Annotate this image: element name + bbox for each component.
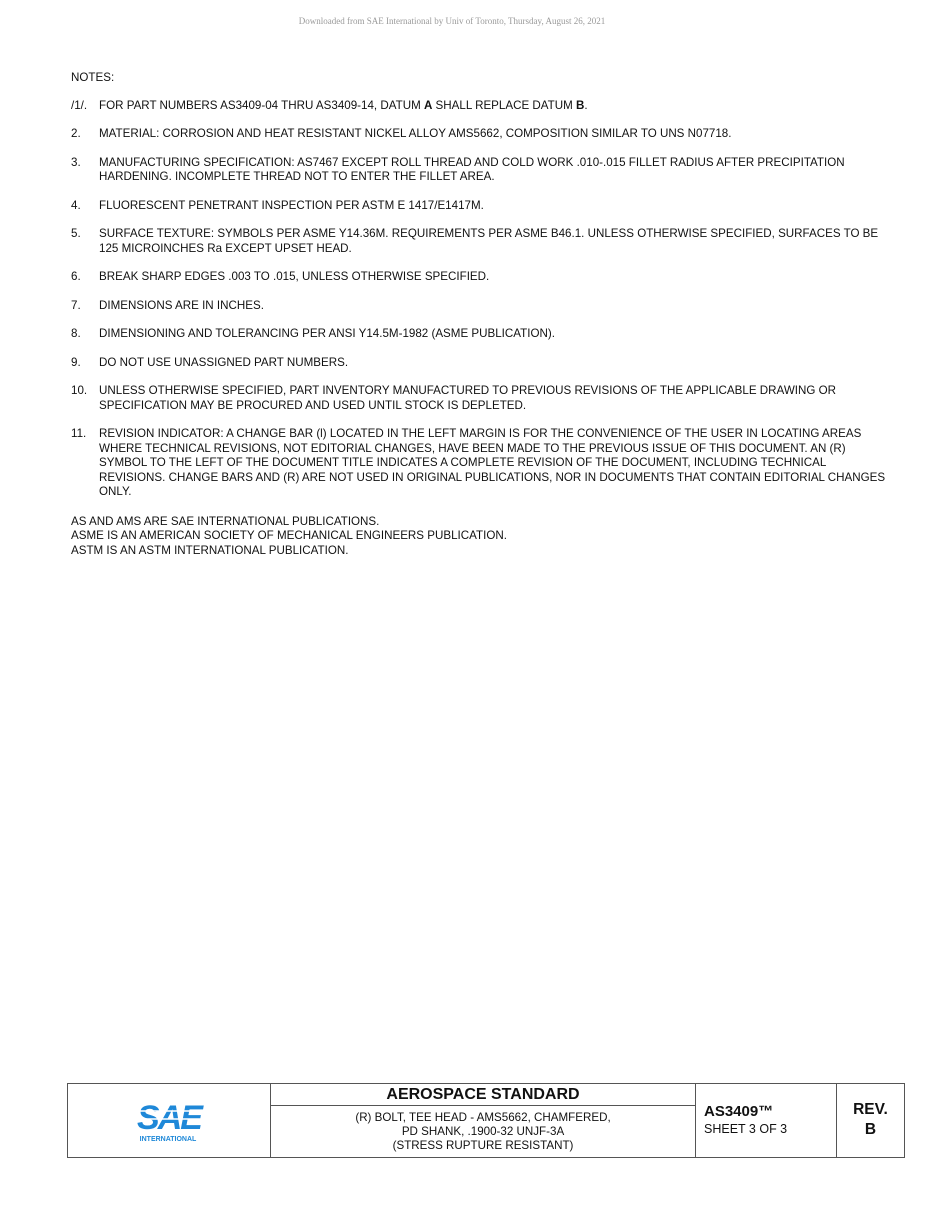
revision-label: REV. bbox=[853, 1101, 888, 1118]
note-item bbox=[71, 384, 886, 413]
title-block bbox=[67, 1083, 905, 1158]
note-number: 4. bbox=[71, 198, 81, 212]
publication-line: ASTM IS AN ASTM INTERNATIONAL PUBLICATION. bbox=[71, 543, 349, 557]
note-number: 8. bbox=[71, 327, 81, 340]
document-cell bbox=[696, 1084, 837, 1157]
publication-notes bbox=[71, 515, 886, 559]
publication-line: AS AND AMS ARE SAE INTERNATIONAL PUBLICATIONS. bbox=[71, 514, 380, 528]
note-text: DIMENSIONING AND TOLERANCING PER ANSI Y14.5M-1982 (ASME PUBLICATION). bbox=[99, 327, 555, 340]
datum-b-label: B bbox=[576, 98, 585, 112]
note-number: 11. bbox=[71, 427, 87, 440]
note-item bbox=[71, 127, 886, 142]
note-item bbox=[71, 227, 886, 256]
note-item bbox=[71, 199, 886, 214]
note-text-part: FOR PART NUMBERS AS3409-04 THRU AS3409-14, DATUM bbox=[99, 98, 424, 112]
note-number: 2. bbox=[71, 127, 81, 140]
note-text: SURFACE TEXTURE: SYMBOLS PER ASME Y14.36M. REQUIREMENTS PER ASME B46.1. UNLESS OTHERWISE SPECIFIED, SURFACES TO BE 125 MICROINCHES Ra EXCEPT UPSET HEAD. bbox=[99, 227, 879, 255]
note-text: FLUORESCENT PENETRANT INSPECTION PER ASTM E 1417/E1417M. bbox=[99, 198, 484, 212]
note-number: 5. bbox=[71, 227, 81, 240]
note-item bbox=[71, 270, 886, 285]
notes-section bbox=[71, 71, 886, 558]
note-text-part: . bbox=[584, 98, 588, 112]
revision-value: B bbox=[864, 1121, 877, 1138]
note-text: DO NOT USE UNASSIGNED PART NUMBERS. bbox=[99, 355, 349, 369]
publication-line: ASME IS AN AMERICAN SOCIETY OF MECHANICAL ENGINEERS PUBLICATION. bbox=[71, 529, 507, 542]
note-text: MATERIAL: CORROSION AND HEAT RESISTANT NICKEL ALLOY AMS5662, COMPOSITION SIMILAR TO UNS N07718. bbox=[99, 127, 732, 140]
note-number: 6. bbox=[71, 270, 81, 283]
description-line: PD SHANK, .1900-32 UNJF-3A bbox=[401, 1125, 565, 1138]
document-number: AS3409™ bbox=[704, 1103, 774, 1120]
title-cell bbox=[271, 1084, 696, 1157]
note-text: REVISION INDICATOR: A CHANGE BAR (l) LOCATED IN THE LEFT MARGIN IS FOR THE CONVENIENCE OF THE USER IN LOCATING AREAS WHERE TECHNICAL REVISIONS, NOT EDITORIAL CHANGES, HAVE BEEN MADE TO THE PREVIOUS ISSUE OF THIS DOCUMENT. AN (R) SYMBOL TO THE LEFT OF THE DOCUMENT TITLE INDICATES A COMPLETE REVISION OF THE DOCUMENT, INCLUDING TECHNICAL REVISIONS. CHANGE BARS AND (R) ARE NOT USED IN ORIGINAL PUBLICATIONS, NOR IN DOCUMENTS THAT CONTAIN EDITORIAL CHANGES ONLY. bbox=[99, 427, 886, 498]
sae-logo bbox=[134, 1099, 204, 1143]
note-item bbox=[71, 356, 886, 371]
note-text: BREAK SHARP EDGES .003 TO .015, UNLESS OTHERWISE SPECIFIED. bbox=[99, 270, 490, 283]
description-line: (STRESS RUPTURE RESISTANT) bbox=[392, 1139, 574, 1152]
logo-subtext: INTERNATIONAL bbox=[139, 1135, 197, 1143]
note-text: DIMENSIONS ARE IN INCHES. bbox=[99, 298, 264, 312]
note-item bbox=[71, 327, 886, 342]
notes-heading: NOTES: bbox=[71, 71, 115, 84]
note-item bbox=[71, 99, 886, 114]
datum-a-label: A bbox=[423, 98, 433, 112]
download-watermark: Downloaded from SAE International by Univ of Toronto, Thursday, August 26, 2021 bbox=[298, 16, 606, 26]
part-description bbox=[271, 1106, 695, 1157]
note-text: UNLESS OTHERWISE SPECIFIED, PART INVENTORY MANUFACTURED TO PREVIOUS REVISIONS OF THE APPLICABLE DRAWING OR SPECIFICATION MAY BE PROCURED AND USED UNTIL STOCK IS DEPLETED. bbox=[99, 384, 837, 412]
note-text: MANUFACTURING SPECIFICATION: AS7467 EXCEPT ROLL THREAD AND COLD WORK .010-.015 FILLET RADIUS AFTER PRECIPITATION HARDENING. INCOMPLETE THREAD NOT TO ENTER THE FILLET AREA. bbox=[99, 155, 845, 183]
note-number: 10. bbox=[71, 384, 88, 397]
logo-cell bbox=[68, 1084, 271, 1157]
note-number: 3. bbox=[71, 155, 81, 169]
note-text bbox=[99, 99, 886, 114]
note-item bbox=[71, 156, 886, 185]
standard-heading: AEROSPACE STANDARD bbox=[271, 1084, 695, 1106]
revision-cell bbox=[837, 1084, 904, 1157]
sheet-number: SHEET 3 OF 3 bbox=[704, 1122, 788, 1136]
note-item bbox=[71, 299, 886, 314]
note-item bbox=[71, 427, 886, 500]
logo-mark-text: SAE bbox=[137, 1098, 201, 1137]
description-line: (R) BOLT, TEE HEAD - AMS5662, CHAMFERED, bbox=[355, 1111, 611, 1124]
note-number: /1/. bbox=[71, 98, 88, 112]
note-text-part: SHALL REPLACE DATUM bbox=[432, 98, 576, 112]
note-number: 9. bbox=[71, 355, 81, 369]
note-number: 7. bbox=[71, 298, 81, 312]
